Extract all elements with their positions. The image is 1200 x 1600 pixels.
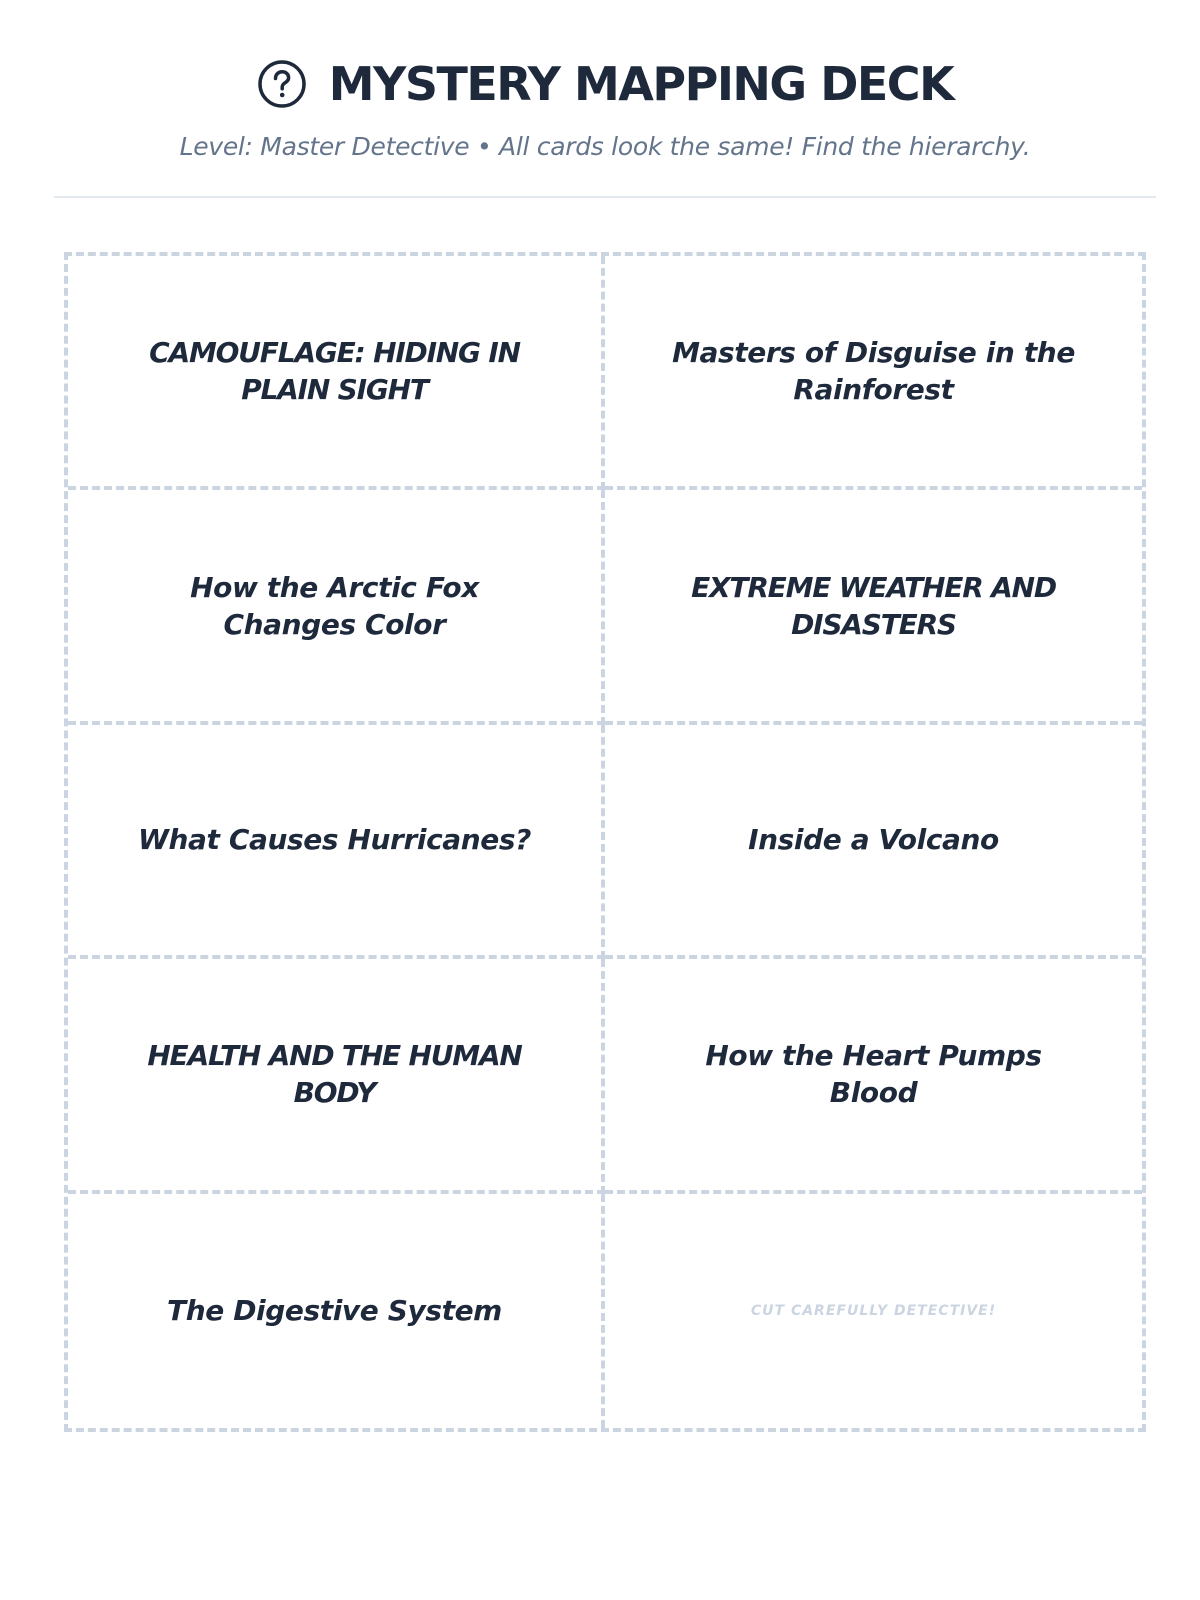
page-header: [54, 0, 1156, 198]
card-text: HEALTH AND THE HUMAN BODY: [147, 1039, 522, 1110]
title-row: [54, 52, 1156, 116]
card-text: Inside a Volcano: [748, 823, 999, 857]
card: [605, 725, 1142, 959]
card-grid: [64, 252, 1146, 1432]
card: [68, 1194, 605, 1428]
page-title: MYSTERY MAPPING DECK: [328, 57, 954, 111]
card-cut-note: [605, 1194, 1142, 1428]
card: [605, 490, 1142, 724]
card-text: Masters of Disguise in the Rainforest: [672, 336, 1075, 407]
card: [68, 256, 605, 490]
card: [68, 490, 605, 724]
card: [68, 725, 605, 959]
card-text: EXTREME WEATHER AND DISASTERS: [691, 570, 1056, 641]
page-subtitle: Level: Master Detective • All cards look the same! Find the hierarchy.: [179, 132, 1031, 161]
card-text: The Digestive System: [167, 1294, 502, 1328]
card: [605, 959, 1142, 1193]
card: [605, 256, 1142, 490]
card-text: How the Arctic Fox Changes Color: [190, 570, 479, 641]
question-circle-icon: [257, 59, 307, 109]
card: [68, 959, 605, 1193]
cut-note-text: CUT CAREFULLY DETECTIVE!: [750, 1302, 997, 1319]
card-text: CAMOUFLAGE: HIDING IN PLAIN SIGHT: [149, 336, 520, 407]
card-text: What Causes Hurricanes?: [138, 823, 531, 857]
card-text: How the Heart Pumps Blood: [705, 1039, 1042, 1110]
